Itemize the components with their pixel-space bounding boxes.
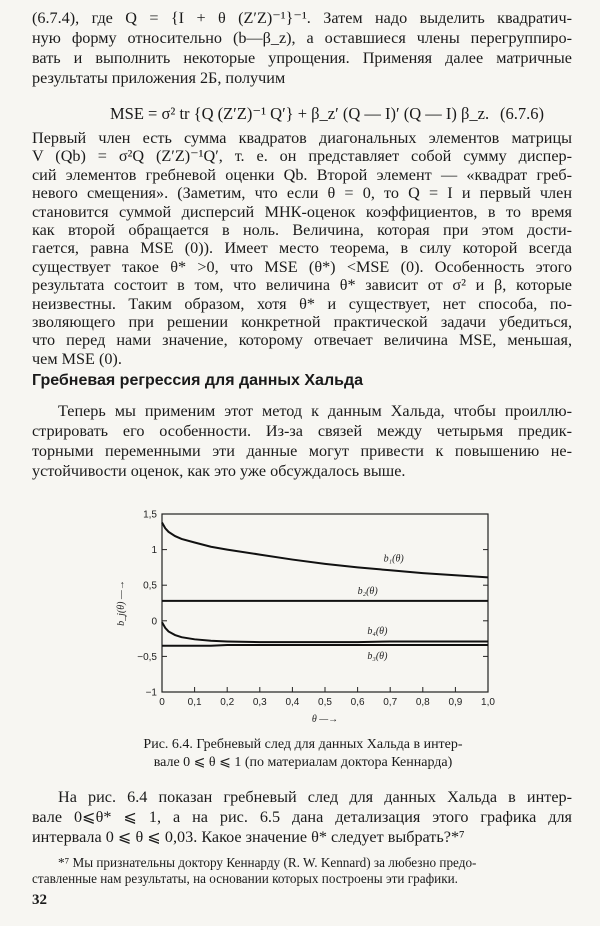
- page-number: 32: [32, 892, 47, 908]
- para3-line: торными переменными эти данные могут привести к повышению не-: [32, 442, 572, 460]
- para3-line: стрировать его особенности. Из-за связей между четырьмя предик-: [32, 422, 572, 440]
- section-heading: Гребневая регрессия для данных Хальда: [32, 372, 363, 389]
- para2-line: Первый член есть сумма квадратов диагональных элементов матрицы: [32, 129, 572, 147]
- equation: [0, 104, 600, 128]
- para1-line: ную форму относительно (b—β_z), а оставшиеся члены перегруппиро-: [32, 29, 572, 47]
- para1-line: вать и выполнить некоторые упрощения. Применяя далее матричные: [32, 49, 572, 67]
- x-tick-label: 0,3: [252, 697, 267, 708]
- x-tick-label: 0,7: [383, 697, 398, 708]
- series-label: b₃(θ): [367, 651, 388, 663]
- para3-line: Теперь мы применим этот метод к данным Хальда, чтобы проиллю-: [58, 402, 572, 420]
- para2-line: зволяющего при решении конкретной практической задачи убедиться,: [32, 313, 572, 331]
- equation-number: (6.7.6): [500, 104, 544, 123]
- para2-line: V (Qb) = σ²Q (Z′Z)⁻¹Q′, т. е. он представляет собой сумму диспер-: [32, 147, 572, 166]
- x-tick-label: 0,8: [415, 697, 430, 708]
- para2-line: сий элементов гребневой оценки Qb. Второй элемент — «квадрат греб-: [32, 165, 572, 184]
- series-line-1: [162, 523, 488, 578]
- plot-frame: [162, 514, 488, 692]
- para1-line: результаты приложения 2Б, получим: [32, 69, 286, 87]
- x-tick-label: 0,2: [220, 697, 235, 708]
- x-tick-label: 0,6: [350, 697, 365, 708]
- para2-line: результата состоит в том, что величина θ* зависит от σ² и β, которые: [32, 276, 572, 295]
- footnote-line: *⁷ Мы признательны доктору Кеннарду (R. W. Kennard) за любезно предо-: [58, 855, 477, 870]
- y-tick-label: 0: [151, 616, 157, 628]
- x-tick-label: 1,0: [481, 697, 495, 708]
- para4-line: интервала 0 ⩽ θ ⩽ 0,03. Какое значение θ* следует выбрать?*⁷: [32, 828, 465, 846]
- para2-line: невого смещения». (Заметим, что если θ = 0, то Q = I и первый член: [32, 184, 572, 203]
- series-label: b₄(θ): [367, 625, 388, 637]
- y-tick-label: −1: [145, 687, 157, 699]
- para2-line: как второй обращается в ноль. Величина, которая при этом дости-: [32, 221, 572, 239]
- y-axis-label: b_j(θ) —→: [116, 580, 127, 626]
- x-tick-label: 0,5: [318, 697, 332, 708]
- para4-line: На рис. 6.4 показан гребневый след для данных Хальда в интер-: [58, 788, 572, 806]
- series-label: b₁(θ): [383, 553, 404, 565]
- figure-caption-line: вале 0 ⩽ θ ⩽ 1 (по материалам доктора Кеннарда): [153, 755, 453, 770]
- figure-caption-line: Рис. 6.4. Гребневый след для данных Хальда в интер-: [143, 737, 463, 752]
- series-line-3: [162, 622, 488, 642]
- para2-line: что перед нами значение, которому отвечает величина MSE, меньшая,: [32, 331, 572, 350]
- para2-line: чем MSE (0).: [32, 349, 122, 368]
- series-label: b₂(θ): [357, 585, 378, 597]
- x-tick-label: 0: [159, 697, 165, 708]
- para3-line: устойчивости оценок, как это уже обсуждалось выше.: [32, 462, 406, 480]
- para1-line: (6.7.4), где Q = {I + θ (Z′Z)⁻¹}⁻¹. Затем надо выделить квадратич-: [32, 9, 572, 27]
- y-tick-label: −0,5: [137, 651, 157, 663]
- para2-line: неизвестны. Таким образом, хотя θ* и существует, нет способа, по-: [32, 294, 572, 313]
- para2-line: становится суммой дисперсий МНК-оценок коэффициентов, в то время: [32, 202, 572, 221]
- y-tick-label: 1,5: [143, 509, 157, 521]
- para2-line: гается, равна MSE (0)). Имеет место теорема, в силу которой всегда: [32, 239, 572, 258]
- x-tick-label: 0,1: [187, 697, 202, 708]
- x-axis-label: θ —→: [311, 714, 339, 725]
- x-tick-label: 0,4: [285, 697, 300, 708]
- para2-line: существует такое θ* >0, что MSE (θ*) <MSE (0). Особенность этого: [32, 257, 572, 276]
- y-tick-label: 1: [151, 545, 157, 557]
- x-tick-label: 0,9: [448, 697, 463, 708]
- footnote-line: ставленные нам результаты, на основании которых построены эти графики.: [32, 871, 458, 886]
- para4-line: вале 0⩽θ* ⩽ 1, а на рис. 6.5 дана детализация этого графика для: [32, 808, 572, 826]
- series-line-4: [162, 645, 488, 646]
- equation-formula: MSE = σ² tr {Q (Z′Z)⁻¹ Q′} + β_z′ (Q — I)′ (Q — I) β_z.: [110, 104, 490, 123]
- ridge-trace-chart: [110, 492, 510, 732]
- y-tick-label: 0,5: [143, 580, 157, 592]
